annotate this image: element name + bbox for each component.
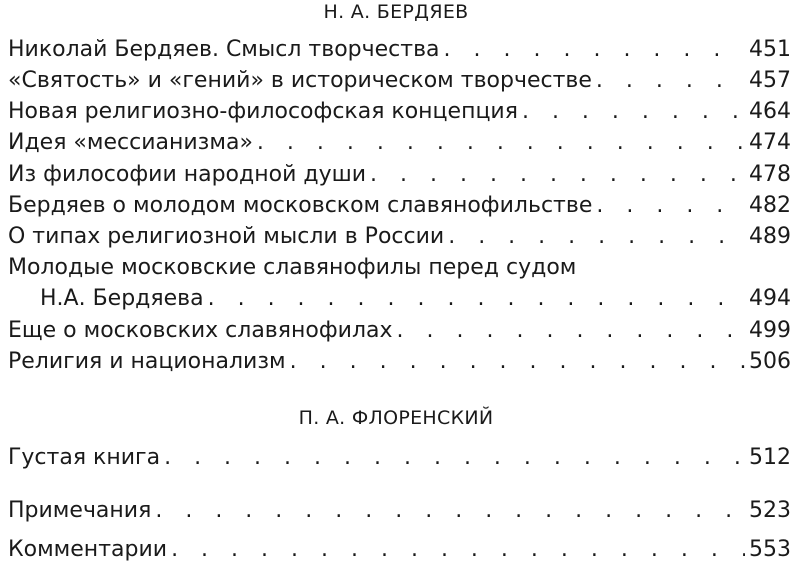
toc-entry-page: 464 [749,99,791,124]
toc-entry-page: 451 [749,37,791,62]
toc-entry-title: Еще о московских славянофилах [8,318,393,343]
toc-entry [8,66,791,96]
toc-entry-title-continued: Н.А. Бердяева [40,286,204,311]
toc-entry [8,35,791,65]
toc-entry-commentary [8,535,791,565]
toc-entry-title: Молодые московские славянофилы перед судом [8,255,577,280]
toc-entry [8,347,791,377]
toc-entry [8,128,791,158]
toc-entry [8,160,791,190]
dot-leader [444,35,745,65]
toc-entry-title: Густая книга [8,445,161,470]
dot-leader [596,191,745,221]
toc-entry-page: 482 [749,193,791,218]
dot-leader [171,535,745,565]
toc-entry-title: Идея «мессианизма» [8,130,253,155]
dot-leader [290,347,745,377]
toc-entry-page: 512 [749,445,791,470]
toc-entry [8,97,791,127]
toc-entry [8,316,791,346]
toc-entry-page: 499 [749,318,791,343]
dot-leader [596,66,745,96]
toc-entry-title: Николай Бердяев. Смысл творчества [8,37,440,62]
toc-entry-title: Бердяев о молодом московском славянофильстве [8,193,593,218]
toc-entry-page: 457 [749,68,791,93]
toc-entry-page: 489 [749,224,791,249]
toc-entry-page: 494 [749,286,791,311]
toc-entry-page: 506 [749,349,791,374]
dot-leader [522,97,745,127]
toc-entry-title: Новая религиозно-философская концепция [8,99,518,124]
dot-leader [155,496,745,526]
toc-entry [8,443,791,473]
dot-leader [164,443,745,473]
toc-entry-title: Примечания [8,498,152,523]
toc-entry-continuation [40,284,791,314]
toc-entry-title: «Святость» и «гений» в историческом творчестве [8,68,592,93]
toc-entry-page: 553 [749,537,791,562]
dot-leader [257,128,745,158]
dot-leader [397,316,745,346]
toc-entry-title: Религия и национализм [8,349,286,374]
toc-entry-page: 523 [749,498,791,523]
dot-leader [208,284,745,314]
toc-entry-page: 474 [749,130,791,155]
toc-entry-title: О типах религиозной мысли в России [8,224,445,249]
dot-leader [448,222,745,252]
toc-entry [8,253,791,283]
toc-entry-page: 478 [749,162,791,187]
toc-entry-title: Комментарии [8,537,168,562]
toc-entry [8,222,791,252]
toc-entry [8,191,791,221]
section-heading-florensky: П. А. ФЛОРЕНСКИЙ [298,407,494,429]
toc-entry-title: Из философии народной души [8,162,367,187]
dot-leader [370,160,745,190]
section-heading-berdyaev: Н. А. БЕРДЯЕВ [323,1,469,23]
toc-entry-notes [8,496,791,526]
